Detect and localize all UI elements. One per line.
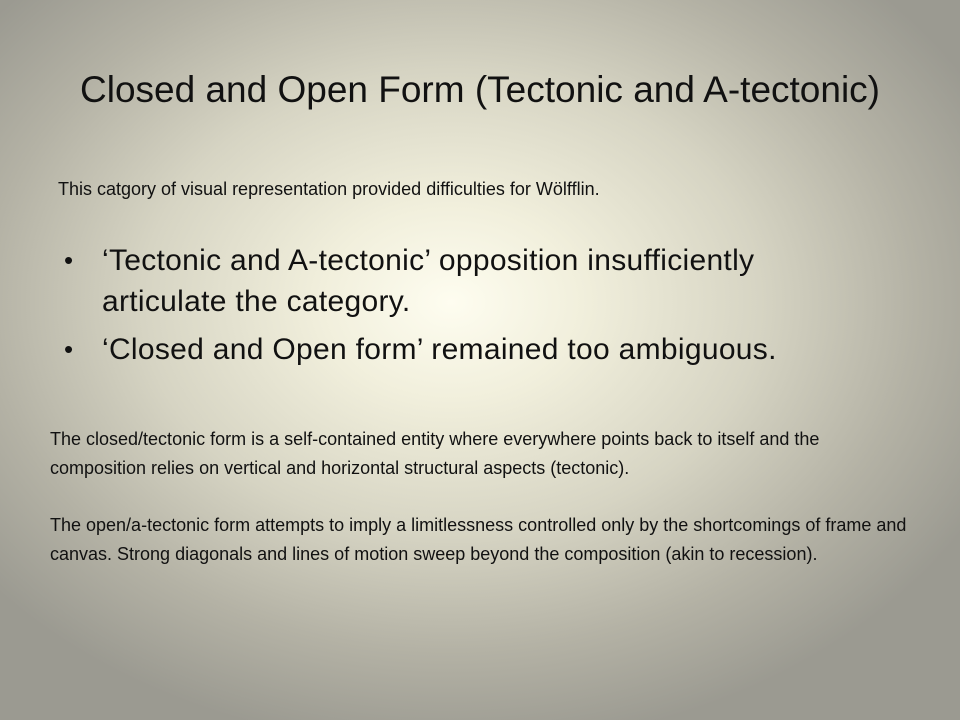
- paragraph-open-form: The open/a-tectonic form attempts to imply a limitlessness controlled only by the shortcomings of frame and canvas. Strong diagonals and lines of motion sweep beyond the composition (akin to recession).: [50, 515, 907, 564]
- slide-title: Closed and Open Form (Tectonic and A-tectonic): [80, 69, 880, 110]
- bullet-item: [64, 240, 864, 322]
- bullet-text: ‘Tectonic and A-tectonic’ opposition insufficiently articulate the category.: [102, 244, 755, 318]
- bullet-marker: •: [64, 334, 74, 364]
- bullet-text: ‘Closed and Open form’ remained too ambiguous.: [102, 333, 777, 366]
- bullet-item: [64, 329, 864, 370]
- bullet-list: [64, 240, 864, 377]
- paragraph-closed-form: The closed/tectonic form is a self-contained entity where everywhere points back to itself and the composition relies on vertical and horizontal structural aspects (tectonic).: [50, 429, 820, 478]
- bullet-marker: •: [64, 245, 74, 275]
- intro-text: This catgory of visual representation provided difficulties for Wölfflin.: [58, 179, 600, 199]
